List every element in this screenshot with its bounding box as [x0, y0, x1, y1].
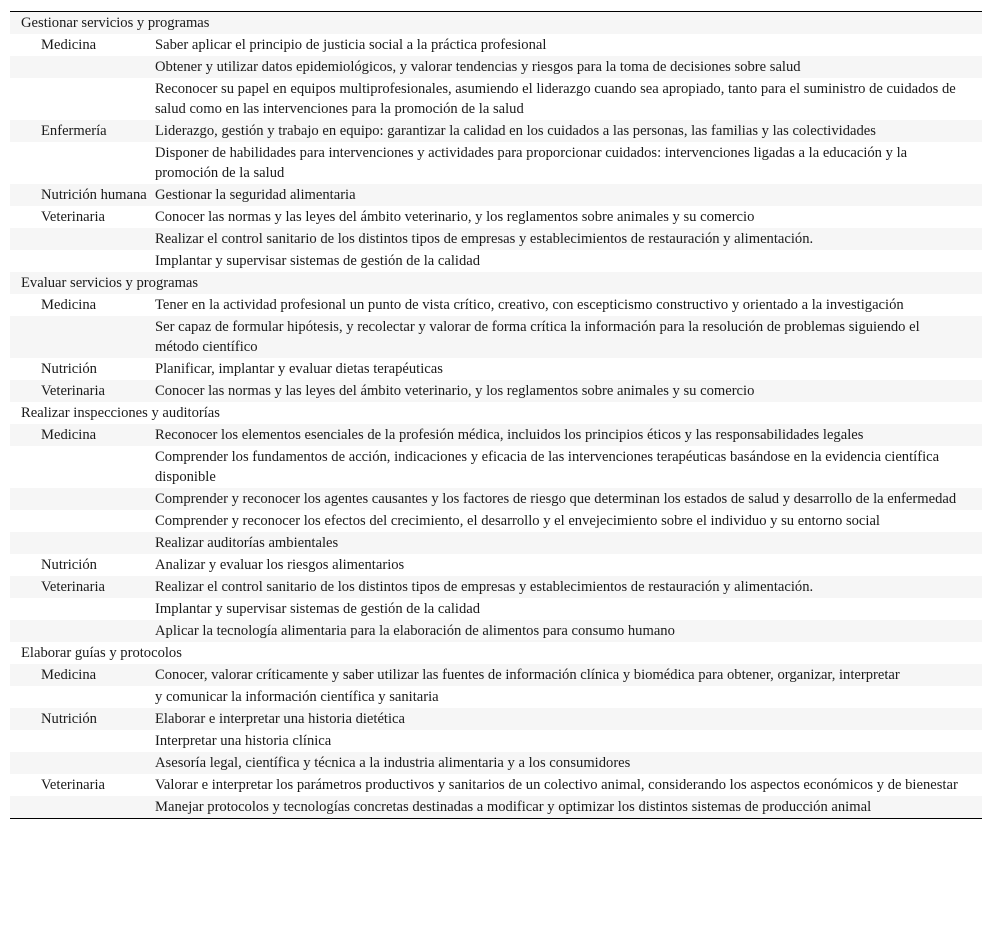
table-row	[10, 120, 982, 142]
competency-cell: Conocer las normas y las leyes del ámbito veterinario, y los reglamentos sobre animales y su comercio	[155, 380, 982, 402]
profession-cell	[10, 316, 155, 358]
competency-cell: Interpretar una historia clínica	[155, 733, 332, 749]
competency-cell: Reconocer su papel en equipos multiprofesionales, asumiendo el liderazgo cuando sea apropiado, tanto para el suministro de cuidados de salud como en las intervenciones para la promoción de la salud	[155, 81, 956, 117]
section-row	[10, 12, 982, 35]
profession-cell	[10, 78, 155, 120]
table-row	[10, 446, 982, 488]
section-row	[10, 402, 982, 424]
profession-cell: Nutrición	[10, 708, 155, 730]
table-row	[10, 576, 982, 598]
competency-cell: Implantar y supervisar sistemas de gestión de la calidad	[155, 253, 481, 269]
profession-cell	[10, 488, 155, 510]
profession-cell	[10, 510, 155, 532]
section-title: Elaborar guías y protocolos	[21, 645, 182, 661]
profession-cell	[10, 142, 155, 184]
table-row	[10, 774, 982, 796]
profession-cell: Veterinaria	[10, 576, 155, 598]
table-row	[10, 686, 982, 708]
profession-cell	[10, 532, 155, 554]
table-row	[10, 620, 982, 642]
table-row	[10, 228, 982, 250]
table-row	[10, 510, 982, 532]
competency-cell: Realizar el control sanitario de los distintos tipos de empresas y establecimientos de restauración y alimentación.	[155, 228, 982, 250]
competency-cell: Asesoría legal, científica y técnica a la industria alimentaria y a los consumidores	[155, 752, 982, 774]
competency-cell: Gestionar la seguridad alimentaria	[155, 184, 982, 206]
profession-cell	[10, 752, 155, 774]
profession-cell: Veterinaria	[41, 777, 106, 793]
profession-cell	[10, 228, 155, 250]
competency-cell: Analizar y evaluar los riesgos alimentarios	[155, 557, 405, 573]
profession-cell	[10, 686, 155, 708]
competency-cell: Tener en la actividad profesional un punto de vista crítico, creativo, con escepticismo constructivo y orientado a la investigación	[155, 297, 904, 313]
profession-cell	[10, 796, 155, 819]
profession-cell: Nutrición	[41, 361, 97, 377]
table-body	[10, 12, 982, 819]
section-row	[10, 642, 982, 664]
profession-cell: Medicina	[41, 37, 97, 53]
table-row	[10, 708, 982, 730]
table-row	[10, 34, 982, 56]
profession-cell: Enfermería	[10, 120, 155, 142]
profession-cell	[10, 620, 155, 642]
table-row	[10, 730, 982, 752]
competency-cell: Aplicar la tecnología alimentaria para la elaboración de alimentos para consumo humano	[155, 620, 982, 642]
profession-cell: Medicina	[10, 424, 155, 446]
table-row	[10, 424, 982, 446]
table-row	[10, 358, 982, 380]
competency-cell: Elaborar e interpretar una historia dietética	[155, 708, 982, 730]
competency-cell: Comprender y reconocer los agentes causantes y los factores de riesgo que determinan los estados de salud y desarrollo de la enfermedad	[155, 488, 982, 510]
competencies-table-container	[10, 11, 982, 819]
section-row	[10, 272, 982, 294]
table-row	[10, 532, 982, 554]
competencies-table	[10, 11, 982, 819]
competency-cell: y comunicar la información científica y sanitaria	[155, 689, 439, 705]
table-row	[10, 316, 982, 358]
profession-cell	[10, 598, 155, 620]
table-row	[10, 250, 982, 272]
competency-cell: Saber aplicar el principio de justicia social a la práctica profesional	[155, 37, 547, 53]
competency-cell: Conocer, valorar críticamente y saber utilizar las fuentes de información clínica y biomédica para obtener, organizar, interpretar	[155, 664, 982, 686]
table-row	[10, 752, 982, 774]
table-row	[10, 554, 982, 576]
table-row	[10, 56, 982, 78]
profession-cell	[10, 56, 155, 78]
competency-cell: Reconocer los elementos esenciales de la profesión médica, incluidos los principios éticos y las responsabilidades legales	[155, 424, 982, 446]
section-title: Realizar inspecciones y auditorías	[21, 405, 220, 421]
section-title: Gestionar servicios y programas	[10, 12, 982, 35]
table-row	[10, 488, 982, 510]
profession-cell	[10, 446, 155, 488]
competency-cell: Obtener y utilizar datos epidemiológicos, y valorar tendencias y riesgos para la toma de decisiones sobre salud	[155, 56, 982, 78]
competency-cell: Implantar y supervisar sistemas de gestión de la calidad	[155, 601, 481, 617]
profession-cell: Veterinaria	[41, 209, 106, 225]
profession-cell: Medicina	[10, 664, 155, 686]
profession-cell	[10, 250, 155, 272]
section-title: Evaluar servicios y programas	[10, 272, 982, 294]
table-row	[10, 598, 982, 620]
table-row	[10, 664, 982, 686]
table-row	[10, 380, 982, 402]
table-row	[10, 184, 982, 206]
competency-cell: Valorar e interpretar los parámetros productivos y sanitarios de un colectivo animal, considerando los aspectos económicos y de bienestar	[155, 777, 958, 793]
table-row	[10, 294, 982, 316]
competency-cell: Planificar, implantar y evaluar dietas terapéuticas	[155, 361, 443, 377]
competency-cell: Comprender los fundamentos de acción, indicaciones y eficacia de las intervenciones terapéuticas basándose en la evidencia científica disponible	[155, 449, 940, 485]
table-row	[10, 142, 982, 184]
profession-cell: Nutrición humana	[10, 184, 155, 206]
competency-cell: Disponer de habilidades para intervenciones y actividades para proporcionar cuidados: intervenciones ligadas a la educación y la promoción de la salud	[155, 145, 908, 181]
competency-cell: Ser capaz de formular hipótesis, y recolectar y valorar de forma crítica la información para la resolución de problemas siguiendo el método científico	[155, 316, 982, 358]
competency-cell: Liderazgo, gestión y trabajo en equipo: garantizar la calidad en los cuidados a las personas, las familias y las colectividades	[155, 120, 982, 142]
competency-cell: Realizar el control sanitario de los distintos tipos de empresas y establecimientos de restauración y alimentación.	[155, 576, 982, 598]
competency-cell: Comprender y reconocer los efectos del crecimiento, el desarrollo y el envejecimiento sobre el individuo y su entorno social	[155, 513, 880, 529]
table-row	[10, 78, 982, 120]
competency-cell: Realizar auditorías ambientales	[155, 532, 982, 554]
table-row	[10, 796, 982, 819]
profession-cell	[10, 730, 155, 752]
profession-cell: Nutrición	[41, 557, 97, 573]
profession-cell: Veterinaria	[10, 380, 155, 402]
profession-cell: Medicina	[41, 297, 97, 313]
competency-cell: Manejar protocolos y tecnologías concretas destinadas a modificar y optimizar los distintos sistemas de producción animal	[155, 796, 982, 819]
table-row	[10, 206, 982, 228]
competency-cell: Conocer las normas y las leyes del ámbito veterinario, y los reglamentos sobre animales y su comercio	[155, 209, 755, 225]
